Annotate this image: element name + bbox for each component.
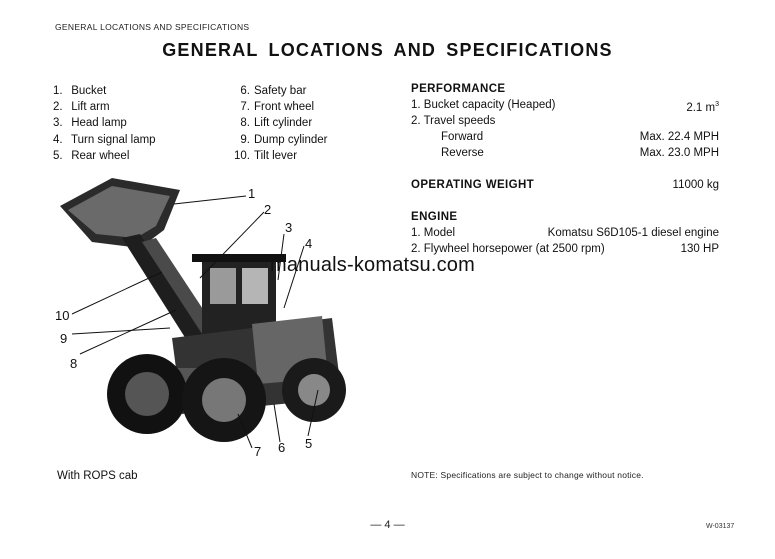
- list-item: 3. Head lamp: [53, 117, 127, 130]
- wheel-loader-illustration: [52, 168, 352, 460]
- engine-horsepower-row: 2. Flywheel horsepower (at 2500 rpm) 130 HP: [411, 243, 719, 255]
- performance-heading: PERFORMANCE: [411, 83, 506, 95]
- callout-label: 8: [70, 356, 78, 371]
- bucket-capacity-row: 1. Bucket capacity (Heaped) 2.1 $m^3$: [411, 99, 719, 114]
- travel-speeds-row: 2. Travel speeds: [411, 115, 496, 127]
- list-item: 6. Safety bar: [240, 85, 307, 97]
- list-item: 5. Rear wheel: [53, 149, 130, 162]
- page-number: — 4 —: [370, 519, 405, 531]
- operating-weight-section: [411, 177, 719, 193]
- callout-label: 4: [305, 236, 313, 251]
- engine-model-row: 1. Model Komatsu S6D105-1 diesel engine: [411, 227, 719, 239]
- callout-label: 7: [254, 444, 262, 459]
- list-item: 7. Front wheel: [240, 101, 315, 114]
- callout-label: 9: [60, 331, 68, 346]
- engine-section: [411, 209, 719, 257]
- callout-label: 6: [278, 440, 286, 455]
- engine-heading: ENGINE: [411, 211, 458, 223]
- operating-weight-label: OPERATING WEIGHT: [411, 179, 535, 191]
- callout-label: 2: [264, 202, 272, 217]
- list-item: 1. Bucket: [53, 85, 107, 97]
- list-item: 10. Tilt lever: [234, 149, 298, 162]
- callout-label: 3: [285, 220, 293, 235]
- reverse-speed-row: Reverse Max. 23.0 MPH: [441, 147, 719, 159]
- specifications-note: NOTE: Specifications are subject to change without notice.: [411, 470, 644, 480]
- forward-speed-row: Forward Max. 22.4 MPH: [441, 131, 719, 143]
- callout-label: 5: [305, 436, 313, 451]
- page-title: GENERAL LOCATIONS AND SPECIFICATIONS: [162, 40, 613, 60]
- running-header: GENERAL LOCATIONS AND SPECIFICATIONS: [55, 22, 250, 32]
- callout-label: 10: [55, 308, 70, 323]
- list-item: 2. Lift arm: [53, 101, 110, 114]
- performance-section: [411, 81, 719, 161]
- watermark-text: manuals-komatsu.com: [270, 254, 475, 276]
- parts-list-right: [228, 83, 328, 164]
- list-item: 8. Lift cylinder: [240, 117, 313, 130]
- list-item: 4. Turn signal lamp: [53, 133, 156, 146]
- parts-list-left: [53, 83, 156, 164]
- callout-label: 1: [248, 186, 256, 201]
- operating-weight-value: 11000 kg: [672, 179, 719, 191]
- list-item: 9. Dump cylinder: [240, 133, 328, 146]
- document-code: W-03137: [706, 523, 735, 530]
- figure-caption: With ROPS cab: [57, 470, 138, 482]
